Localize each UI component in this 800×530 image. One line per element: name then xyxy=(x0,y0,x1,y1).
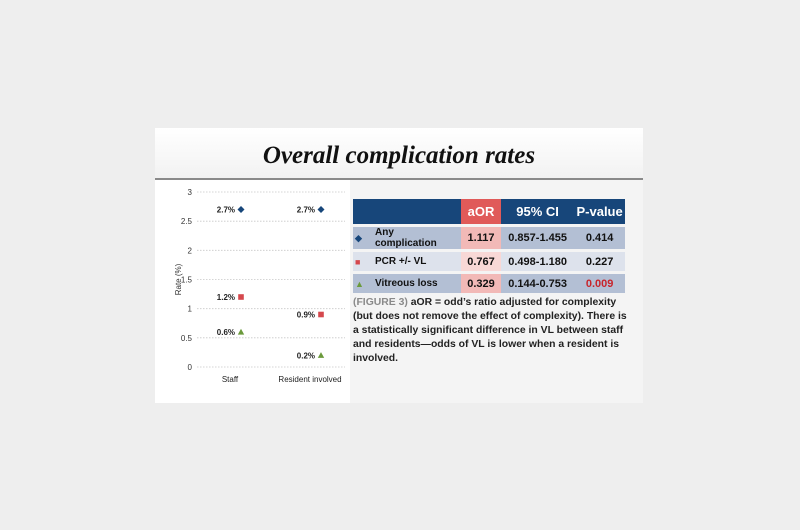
y-tick-label: 3 xyxy=(187,188,192,197)
data-label: 0.6% xyxy=(216,328,235,337)
ci-value: 0.144-0.753 xyxy=(501,274,574,293)
p-value-significant: 0.009 xyxy=(574,274,625,293)
x-category-label: Resident involved xyxy=(278,375,342,384)
data-label: 1.2% xyxy=(216,293,235,302)
y-tick-label: 0 xyxy=(187,363,192,372)
table-row-any-complication xyxy=(353,227,625,249)
square-marker-icon: ■ xyxy=(353,252,365,271)
data-label: 2.7% xyxy=(216,205,235,215)
y-tick-label: 2 xyxy=(187,246,192,256)
data-label: 0.9% xyxy=(296,310,315,320)
diamond-point xyxy=(238,206,245,213)
header-aor: aOR xyxy=(461,199,501,224)
ci-value: 0.498-1.180 xyxy=(501,252,574,271)
y-tick-label: 0.5 xyxy=(180,333,192,343)
title-band xyxy=(155,128,643,180)
table-header-row xyxy=(353,199,625,224)
header-pvalue: P-value xyxy=(574,199,625,224)
x-category-label: Staff xyxy=(221,375,239,384)
figure-caption xyxy=(353,296,635,366)
aor-value: 0.767 xyxy=(461,252,501,271)
square-point xyxy=(318,312,324,318)
square-point xyxy=(238,294,244,300)
data-label: 0.2% xyxy=(296,351,315,361)
p-value: 0.227 xyxy=(574,252,625,271)
y-tick-label: 1.5 xyxy=(180,275,192,285)
triangle-point xyxy=(318,352,324,358)
row-label: PCR +/- VL xyxy=(365,252,461,271)
triangle-marker-icon: ▲ xyxy=(353,274,365,293)
row-label: Vitreous loss xyxy=(365,274,461,293)
y-tick-label: 2.5 xyxy=(180,217,192,227)
y-tick-label: 1 xyxy=(187,304,192,314)
header-ci: 95% CI xyxy=(501,199,574,224)
figure-title: Overall complication rates xyxy=(262,142,536,169)
figure-panel xyxy=(155,128,643,403)
rate-chart xyxy=(155,180,355,403)
aor-value: 1.117 xyxy=(461,227,501,249)
diamond-marker-icon: ◆ xyxy=(353,227,365,249)
diamond-point xyxy=(318,206,325,213)
stats-table xyxy=(353,196,625,296)
caption-text: aOR = odd’s ratio adjusted for complexity (but does not remove the effect of complexity). There is a statistically significant difference in VL between staff and residents—odds of VL is lower when a resident is involved. xyxy=(353,297,627,364)
table-row-pcr-vl xyxy=(353,252,625,271)
p-value: 0.414 xyxy=(574,227,625,249)
triangle-point xyxy=(238,329,244,335)
ci-value: 0.857-1.455 xyxy=(501,227,574,249)
y-axis-label: Rate (%) xyxy=(174,263,183,296)
table-row-vitreous-loss xyxy=(353,274,625,293)
chart-area xyxy=(155,180,355,403)
table-header-blank xyxy=(353,199,461,224)
caption-label: (FIGURE 3) xyxy=(353,297,408,308)
data-label: 2.7% xyxy=(296,205,315,215)
aor-value: 0.329 xyxy=(461,274,501,293)
row-label: Any complication xyxy=(365,227,461,249)
